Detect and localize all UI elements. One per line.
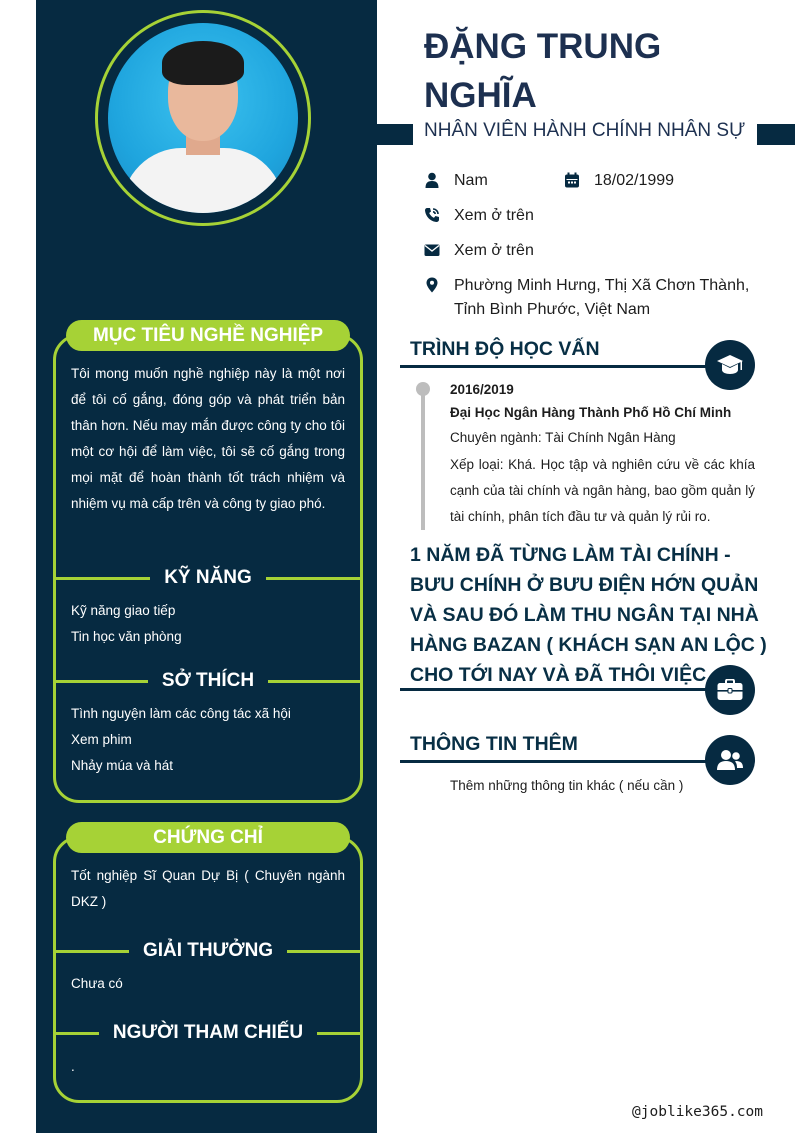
objective-title: MỤC TIÊU NGHỀ NGHIỆP [66, 320, 350, 351]
objective-text: Tôi mong muốn nghề nghiệp này là một nơi để tôi cố gắng, đóng góp và phát triển bản thân hơn. Nếu may mắn được công ty cho tôi một cơ hội để làm việc, tôi sẽ cố gắng trong mọi mặt để hoàn thành tốt trách nhiệm và nhiệm vụ mà cấp trên và công ty giao phó. [71, 366, 345, 511]
experience-icon-badge [705, 665, 755, 715]
additional-text: Thêm những thông tin khác ( nếu cần ) [450, 778, 684, 793]
experience-title: 1 NĂM ĐÃ TỪNG LÀM TÀI CHÍNH - BƯU CHÍNH Ở BƯU ĐIỆN HỚN QUẢN VÀ SAU ĐÓ LÀM THU NGÂN TẠI NHÀ HÀNG BAZAN ( KHÁCH SẠN AN LỘC ) CHO TỚI NAY VÀ ĐÃ THÔI VIỆC [410, 544, 767, 686]
hobbies-header [56, 670, 360, 692]
birthday-row [564, 169, 674, 193]
gender-row [424, 169, 488, 193]
avatar [95, 10, 311, 226]
address-value: Phường Minh Hưng, Thị Xã Chơn Thành, Tỉnh Bình Phước, Việt Nam [454, 277, 750, 318]
skills-title: KỸ NĂNG [164, 567, 252, 588]
graduation-cap-icon [716, 353, 744, 377]
email-value: Xem ở trên [454, 242, 534, 259]
references-text: . [71, 1059, 75, 1074]
candidate-name: ĐẶNG TRUNG NGHĨA [424, 27, 662, 115]
job-title: NHÂN VIÊN HÀNH CHÍNH NHÂN SỰ [424, 120, 746, 141]
education-major: Chuyên ngành: Tài Chính Ngân Hàng [450, 430, 676, 445]
additional-icon-badge [705, 735, 755, 785]
education-period: 2016/2019 [450, 382, 514, 397]
hobbies-title: SỞ THÍCH [161, 670, 255, 691]
awards-title: GIẢI THƯỞNG [142, 940, 274, 961]
references-header [56, 1022, 360, 1044]
title-bar-left [377, 124, 413, 145]
phone-value: Xem ở trên [454, 207, 534, 224]
certificates-title: CHỨNG CHỈ [66, 822, 350, 853]
email-row [424, 239, 534, 263]
profile-photo [108, 23, 298, 213]
certificates-text: Tốt nghiệp Sĩ Quan Dự Bị ( Chuyên ngành DKZ ) [71, 868, 345, 909]
list-item: Nhảy múa và hát [71, 758, 174, 773]
additional-title: THÔNG TIN THÊM [410, 733, 578, 755]
users-icon [716, 749, 744, 771]
footer-watermark: @joblike365.com [632, 1104, 763, 1120]
phone-icon [424, 207, 440, 223]
awards-header [56, 940, 360, 962]
timeline-line [421, 387, 425, 530]
birthday-value: 18/02/1999 [594, 172, 675, 189]
references-title: NGƯỜI THAM CHIẾU [112, 1022, 304, 1043]
list-item: Xem phim [71, 732, 132, 747]
title-bar-right [757, 124, 795, 145]
envelope-icon [424, 242, 440, 258]
list-item: Tình nguyện làm các công tác xã hội [71, 706, 291, 721]
skills-header [56, 567, 360, 589]
user-icon [424, 172, 440, 188]
list-item: Tin học văn phòng [71, 629, 182, 644]
education-description: Xếp loại: Khá. Học tập và nghiên cứu về các khía cạnh của tài chính và ngân hàng, bao gồm quản lý tài chính, phân tích đầu tư và quản lý rủi ro. [450, 457, 755, 524]
address-row [424, 274, 776, 322]
education-title: TRÌNH ĐỘ HỌC VẤN [410, 338, 600, 360]
awards-text: Chưa có [71, 976, 123, 991]
briefcase-icon [717, 679, 743, 701]
gender-value: Nam [454, 172, 488, 189]
phone-row [424, 204, 534, 228]
calendar-icon [564, 172, 580, 188]
map-pin-icon [424, 277, 440, 293]
additional-divider [400, 760, 730, 763]
hobbies-list [71, 701, 345, 779]
skills-list [71, 598, 345, 650]
education-divider [400, 365, 730, 368]
experience-divider [400, 688, 730, 691]
list-item: Kỹ năng giao tiếp [71, 603, 176, 618]
education-school: Đại Học Ngân Hàng Thành Phố Hồ Chí Minh [450, 405, 732, 420]
